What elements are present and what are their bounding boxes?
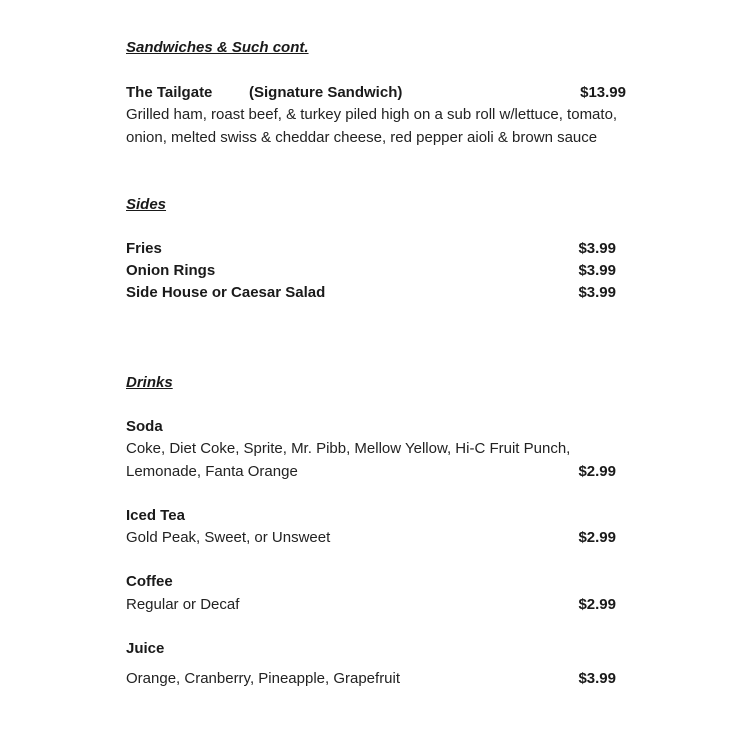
item-price-juice: $3.99 [578, 670, 616, 687]
item-price-onion-rings: $3.99 [578, 262, 616, 279]
item-name-side-salad: Side House or Caesar Salad [126, 284, 326, 301]
item-price-coffee: $2.99 [578, 596, 616, 613]
item-description-line: Orange, Cranberry, Pineapple, Grapefruit [126, 670, 401, 687]
item-tag-signature: (Signature Sandwich) [249, 84, 403, 101]
item-description-line: Lemonade, Fanta Orange [126, 463, 298, 480]
item-description-line: Grilled ham, roast beef, & turkey piled high on a sub roll w/lettuce, tomato, [126, 106, 618, 123]
item-name-coffee: Coffee [126, 573, 173, 590]
item-description-line: Gold Peak, Sweet, or Unsweet [126, 529, 331, 546]
item-price-iced-tea: $2.99 [578, 529, 616, 546]
item-description-line: onion, melted swiss & cheddar cheese, red pepper aioli & brown sauce [126, 129, 598, 146]
item-name-juice: Juice [126, 640, 165, 657]
item-name-the-tailgate: The Tailgate [126, 84, 213, 101]
section-heading-drinks: Drinks [126, 374, 173, 391]
section-heading-sandwiches: Sandwiches & Such cont. [126, 39, 309, 56]
item-description-line: Coke, Diet Coke, Sprite, Mr. Pibb, Mellow Yellow, Hi-C Fruit Punch, [126, 440, 571, 457]
item-price-fries: $3.99 [578, 240, 616, 257]
item-price-side-salad: $3.99 [578, 284, 616, 301]
item-name-soda: Soda [126, 418, 163, 435]
item-description-line: Regular or Decaf [126, 596, 240, 613]
item-price-soda: $2.99 [578, 463, 616, 480]
item-name-iced-tea: Iced Tea [126, 507, 185, 524]
item-price-the-tailgate: $13.99 [580, 84, 626, 101]
section-heading-sides: Sides [126, 196, 167, 213]
item-name-fries: Fries [126, 240, 162, 257]
item-name-onion-rings: Onion Rings [126, 262, 216, 279]
